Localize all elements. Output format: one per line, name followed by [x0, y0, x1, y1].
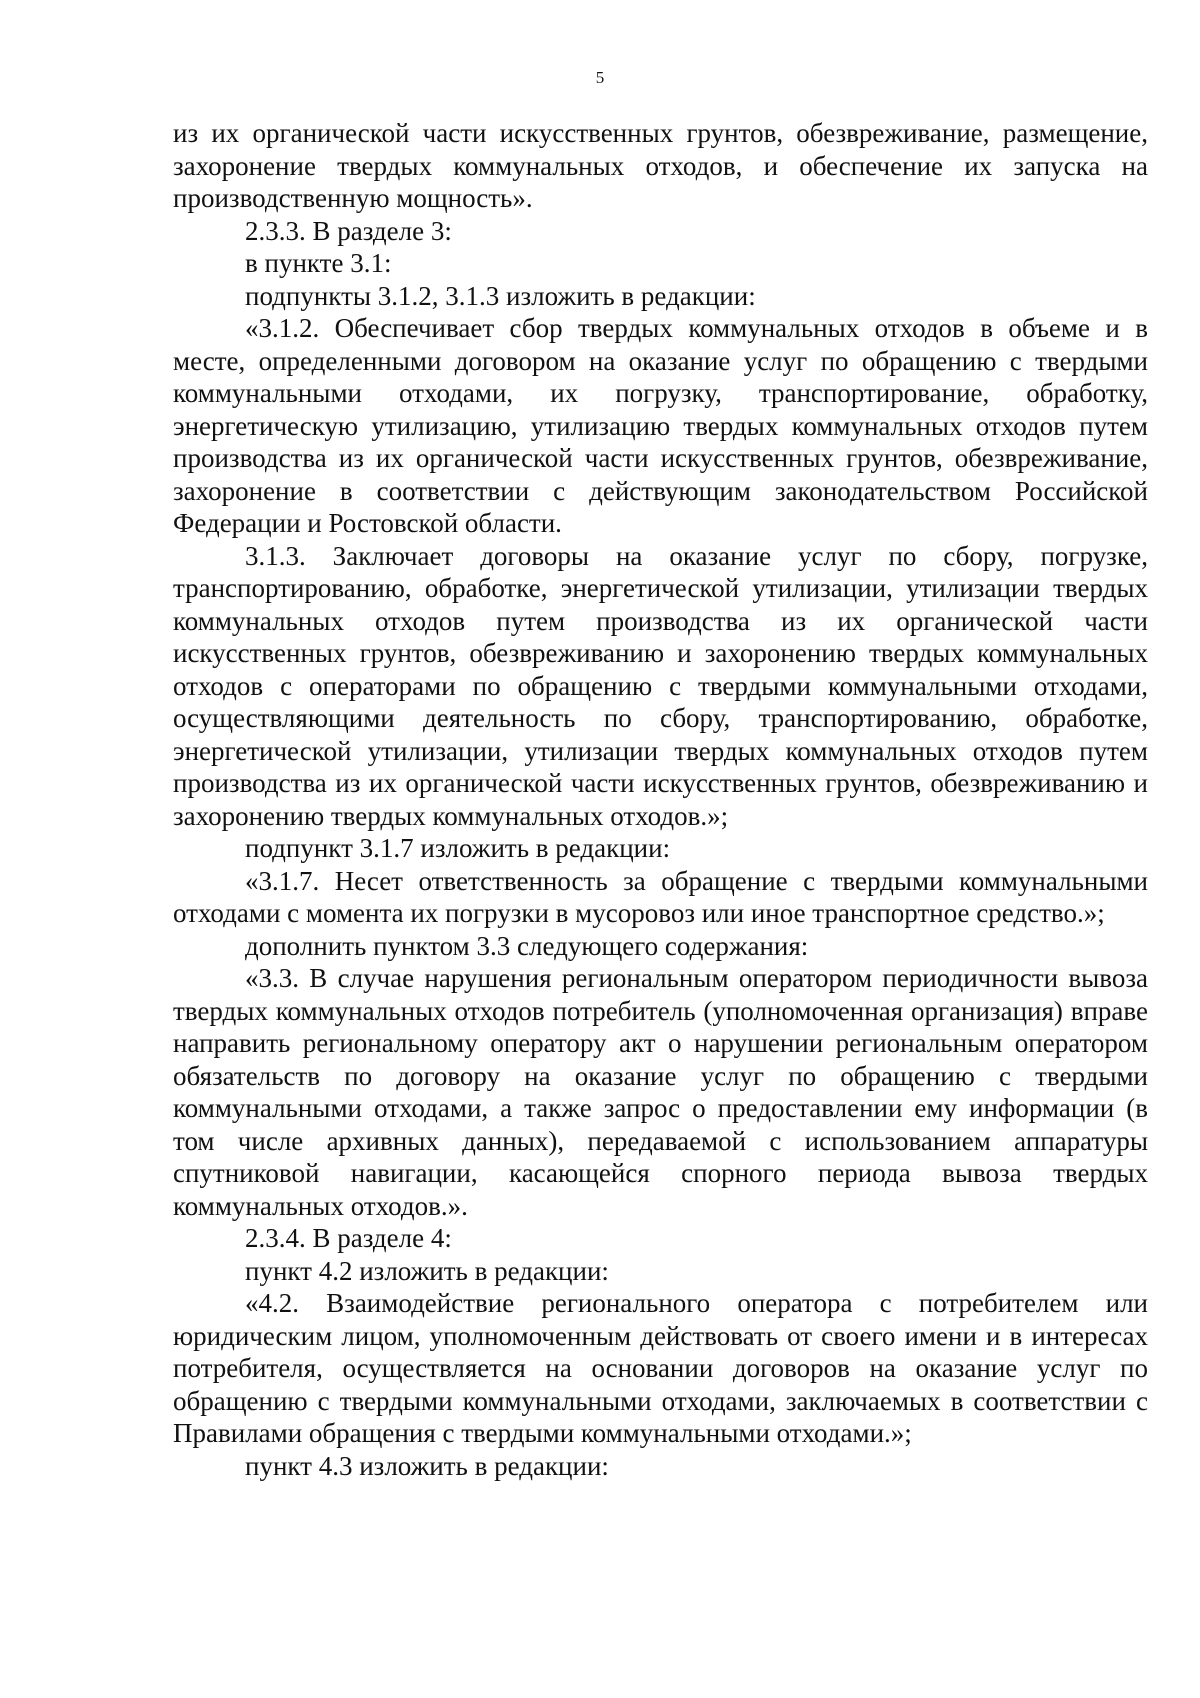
- page-number: 5: [595, 68, 605, 87]
- paragraph-4-2: «4.2. Взаимодействие регионального оператора с потребителем или юридическим лицом, уполномоченным действовать от своего имени и в интересах потребителя, осуществляется на основании договоров на оказание услуг по обращению с твердыми коммунальными отходами, заключаемых в соответствии с Правилами обращения с твердыми коммунальными отходами.»;: [173, 1288, 1148, 1448]
- paragraph-item-4-2-intro: пункт 4.2 изложить в редакции:: [245, 1255, 609, 1286]
- paragraph-item-3-3-intro: дополнить пунктом 3.3 следующего содержания:: [245, 930, 809, 961]
- paragraph-3-1-7: «3.1.7. Несет ответственность за обращение с твердыми коммунальными отходами с момента их погрузки в мусоровоз или иное транспортное средство.»;: [173, 865, 1148, 928]
- paragraph-subitem-3-1-7-intro: подпункт 3.1.7 изложить в редакции:: [245, 833, 671, 863]
- paragraph-section-2-3-3: 2.3.3. В разделе 3:: [245, 215, 452, 246]
- paragraph-3-1-3: 3.1.3. Заключает договоры на оказание услуг по сбору, погрузке, транспортированию, обработке, энергетической утилизации, утилизации твердых коммунальных отходов путем производства из их органической части искусственных грунтов, обезвреживанию и захоронению твердых коммунальных отходов с операторами по обращению с твердыми коммунальными отходами, осуществляющими деятельность по сбору, транспортированию, обработке, энергетической утилизации, утилизации твердых коммунальных отходов путем производства из их органической части искусственных грунтов, обезвреживанию и захоронению твердых коммунальных отходов.»;: [173, 540, 1148, 831]
- paragraph-3-3: «3.3. В случае нарушения региональным оператором периодичности вывоза твердых коммунальных отходов потребитель (уполномоченная организация) вправе направить региональному оператору акт о нарушении региональным оператором обязательств по договору на оказание услуг по обращению с твердыми коммунальными отходами, а также запрос о предоставлении ему информации (в том числе архивных данных), передаваемой с использованием аппаратуры спутниковой навигации, касающейся спорного периода вывоза твердых коммунальных отходов.».: [173, 963, 1148, 1221]
- paragraph-subitems-intro: подпункты 3.1.2, 3.1.3 изложить в редакции:: [245, 280, 756, 311]
- paragraph-item-3-1: в пункте 3.1:: [245, 248, 392, 278]
- paragraph-3-1-2: «3.1.2. Обеспечивает сбор твердых коммунальных отходов в объеме и в месте, определенными договором на оказание услуг по обращению с твердыми коммунальными отходами, их погрузку, транспортирование, обработку, энергетическую утилизацию, утилизацию твердых коммунальных отходов путем производства из их органической части искусственных грунтов, обезвреживание, захоронение в соответствии с действующим законодательством Российской Федерации и Ростовской области.: [173, 313, 1148, 538]
- document-body: [173, 117, 1148, 1482]
- paragraph-item-4-3-intro: пункт 4.3 изложить в редакции:: [245, 1450, 609, 1481]
- paragraph-section-2-3-4: 2.3.4. В разделе 4:: [245, 1223, 452, 1253]
- paragraph-continuation: из их органической части искусственных грунтов, обезвреживание, размещение, захоронение твердых коммунальных отходов, и обеспечение их запуска на производственную мощность».: [173, 118, 1148, 213]
